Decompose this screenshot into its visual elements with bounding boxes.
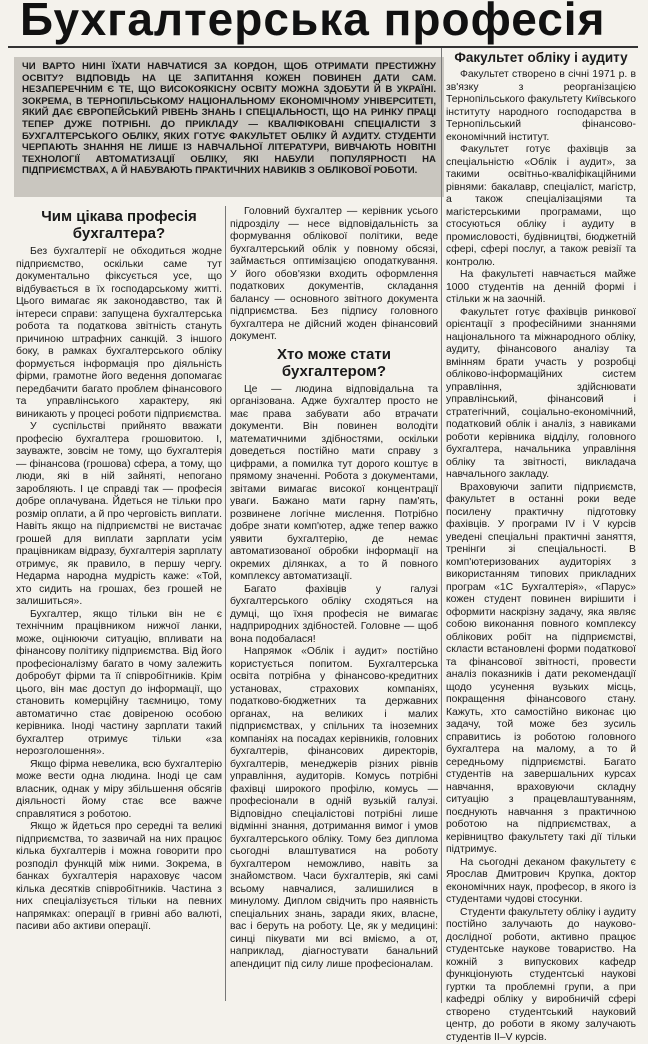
section3-heading: Факультет обліку і аудиту (446, 50, 636, 65)
section1-paragraph-4: Якщо фірма невелика, всю бухгалтерію може вести одна людина. Іноді це сам власник, однак у міру збільшення обсягів діяльності йому стає все важче справлятися з роботою. (16, 759, 222, 822)
article-title: Бухгалтерська професія (20, 0, 620, 46)
section1-paragraph-3: Бухгалтер, якщо тільки він не є технічним працівником нижчої ланки, може, оцінюючи ситуацію, впливати на фінансову політику підприємства. Від його професіоналізму багато в чому залежить добробут фірми та її співробітників. Крім цього, він має доступ до інформації, що становить комерційну таємницю, тому автоматично стає довіреною особою керівника. Іноді частину зарплати такий бухгалтер отримує тільки «за нерозголошення». (16, 609, 222, 759)
section3-paragraph-6: На сьогодні деканом факультету є Ярослав Дмитрович Крупка, доктор економічних наук, професор, в якого із студентами чудові стосунки. (446, 857, 636, 907)
section2-heading: Хто може стати бухгалтером? (230, 346, 438, 380)
section1-paragraph-6: Головний бухгалтер — керівник усього підрозділу — несе відповідальність за формування облікової політики, веде бухгалтерський облік у повному обсязі, займається оптимізацією оподаткування. У його обов'язки входить оформлення податкових документів, складання балансу — основного звітного документа підприємства. Без підпису головного бухгалтера не дійсний жоден фінансовий документ. (230, 206, 438, 344)
column-left (16, 206, 222, 1006)
section3-paragraph-1: Факультет створено в січні 1971 р. в зв'язку з реорганізацією Тернопільського факультету Київського інституту народного господарства в Тернопільський фінансово-економічний інститут. (446, 69, 636, 144)
section1-paragraph-2: У суспільстві прийнято вважати професію бухгалтера грошовитою. І, зауважте, зовсім не тому, що бухгалтерія — фінансова (грошова) сфера, а тому, що люди, які в ній зайняті, непогано заробляють. І це справді так — професія добре оплачувана. Йдеться не тільки про розмір оплати, а й про черговість виплати. Навіть якщо на підприємстві не вистачає грошей для виплати зарплати усім працівникам відразу, бухгалтерія зарплату отримує, як правило, в першу чергу. Недарма народна мудрість каже: «Той, хто сидить на грошах, без грошей не залишиться». (16, 421, 222, 609)
section3-paragraph-3: На факультеті навчається майже 1000 студентів на денній формі і стільки ж на заочній. (446, 269, 636, 307)
section2-paragraph-3: Напрямок «Облік і аудит» постійно користується попитом. Бухгалтерська освіта потрібна у фінансово-кредитних установах, страхових компаніях, податково-бюджетних та державних органах, на великих і малих підприємствах, у спільних та іноземних компаніях на посадах керівників, головних бухгалтерів, фінансових директорів, бухгалтерів, менеджерів різних рівнів управління, аудиторів. Комусь потрібні фахівці широкого профілю, комусь — професіонали в одній вузькій галузі. Відповідно спеціалістові потрібні лише відмінні знання, дотримання вимог і умов бухгалтерського обліку. Тому без диплома сьогодні влаштуватися на роботу бухгалтером неможливо, навіть за знайомством. Часи бухгалтерів, які самі всьому навчалися, залишилися в минулому. Диплом свідчить про наявність спеціальних знань, заради яких, власне, вас і беруть на роботу. Це, як у медицині: синці пікувати ми всі вміємо, а от, наприклад, діагностувати банальний апендицит під силу лише професіоналам. (230, 646, 438, 971)
section2-paragraph-1: Це — людина відповідальна та організована. Адже бухгалтер просто не має права забувати або втрачати документи. Він повинен володіти математичними здібностями, оскільки доведеться постійно мати справу з цифрами, а помилка тут дорого коштує в прямому значенні. Робота з документами, звітами вимагає високої концентрації уваги. Бажано мати гарну пам'ять, розвинене логічне мислення. Потрібно добре знати комп'ютер, адже тепер важко уявити бухгалтерію, де немає автоматизованої обробки інформації на окремих ділянках, а то й повного комплексу автоматизації. (230, 384, 438, 584)
section3-paragraph-5: Враховуючи запити підприємств, факультет в останні роки веде посилену практичну підготовку фахівців. У програми IV і V курсів уведені спеціальні практичні заняття, тренінги зі спеціальності. В комп'ютеризованих аудиторіях з використанням типових прикладних програм «1С Бухгалтерія», «Парус» кожен студент повинен вирішити і оформити наскрізну задачу, яка являє собою виконання повного комплексу облікових робіт на підприємстві, скласти встановлені форми податкової та фінансової звітності, провести аналіз показників і дати рекомендації щодо усунення вузьких місць, покращення фінансового стану. Кажуть, хто самостійно виконає цю задачу, той може без зусиль справитись із роботою головного бухгалтера на малому, а то й середньому підприємстві. Багато студентів на завершальних курсах навчання, враховуючи складну ситуацію з працевлаштуванням, поєднують навчання з практичною роботою на підприємствах, а керівництво факультету такі дії тільки підтримує. (446, 482, 636, 857)
article-intro: ЧИ ВАРТО НИНІ ЇХАТИ НАВЧАТИСЯ ЗА КОРДОН, ЩОБ ОТРИМАТИ ПРЕСТИЖНУ ОСВІТУ? ВІДПОВІДЬ НА ЦЕ ЗАПИТАННЯ КОЖЕН ПОВИНЕН ДАТИ САМ. НЕЗАПЕРЕЧНИМ Є ТЕ, ЩО ВИСОКОЯКІСНУ ОСВІТУ МОЖНА ЗДОБУТИ Й В УКРАЇНІ. ЗОКРЕМА, В ТЕРНОПІЛЬСЬКОМУ НАЦІОНАЛЬНОМУ ЕКОНОМІЧНОМУ УНІВЕРСИТЕТІ, ЯКИЙ ДАЄ ЄВРОПЕЙСЬКИЙ РІВЕНЬ ЗНАНЬ І СПЕЦІАЛЬНОСТІ, ЩО НА РИНКУ ПРАЦІ ТЕПЕР ДУЖЕ ПОТРІБНІ. ДО ПРИКЛАДУ — КВАЛІФІКОВАНІ СПЕЦІАЛІСТИ З БУХГАЛТЕРСЬКОГО ОБЛІКУ, ЯКИХ ГОТУЄ ФАКУЛЬТЕТ ОБЛІКУ Й АУДИТУ. СТУДЕНТИ ЧЕРПАЮТЬ ЗНАННЯ НЕ ЛИШЕ ІЗ НАВЧАЛЬНОЇ ЛІТЕРАТУРИ, ВИВЧАЮТЬ НОВІТНІ ТЕХНОЛОГІЇ АВТОМАТИЗАЦІЇ ОБЛІКУ, ЯКІ НАБУЛИ ПОПУЛЯРНОСТІ НА ПІДПРИЄМСТВАХ, А Й НАБУВАЮТЬ ПРАКТИЧНИХ НАВИКІВ З ОБЛІКОВОЇ РОБОТИ. (14, 57, 444, 197)
section3-paragraph-4: Факультет готує фахівців ринкової орієнтації з професійними знаннями національного та міжнародного обліку, аудиту, фінансового аналізу та вмінням брати участь у розробці обліково-інформаційних систем управління, здійснювати управлінський, фінансовий і стратегічний, соціально-економічний, податковий облік і аналіз, з навиками роботи керівника відділу, головного бухгалтера, начальника управління обліку та звітності, викладача навчального закладу. (446, 307, 636, 482)
section3-paragraph-2: Факультет готує фахівців за спеціальністю «Облік і аудит», за такими освітньо-кваліфікаційними рівнями: бакалавр, спеціаліст, магістр, а також спеціалізаціями та магістерськими програмами, що стосуються обліку і аудиту в промисловості, будівництві, бюджетній сфері, сфері послуг, а також ревізії та контролю. (446, 144, 636, 269)
section1-heading: Чим цікава професія бухгалтера? (16, 208, 222, 242)
column-middle (230, 206, 438, 1006)
section2-paragraph-2: Багато фахівців у галузі бухгалтерського обліку сходяться на думці, що їхня професія не вимагає надприродних здібностей. Головне — щоб вона подобалася! (230, 584, 438, 647)
column-right (446, 48, 636, 1008)
section1-paragraph-5: Якщо ж йдеться про середні та великі підприємства, то зазвичай на них працює кілька бухгалтерів і можна говорити про розподіл функцій між ними. Зокрема, в банках бухгалтерія нараховує часом кілька десятків співробітників. Частина з них спеціалізується тільки на певних напрямках: операції в гривні або валюті, пасиви або активи операції. (16, 821, 222, 934)
column-divider (441, 48, 442, 1003)
column-divider (225, 206, 226, 1001)
section3-paragraph-7: Студенти факультету обліку і аудиту постійно залучають до науково-дослідної роботи, активно працює студентське наукове товариство. На кожній з випускових кафедр функціонують студентські наукові гуртки та проблемні групи, а при кафедрі обліку у виробничій сфері створено студентський науковий центр, до роботи в якому залучають студентів II–V курсів. (446, 907, 636, 1044)
section1-paragraph-1: Без бухгалтерії не обходиться жодне підприємство, оскільки саме тут документально фіксується усе, що відбувається в їх господарському житті. Цього вимагає як законодавство, так й інтереси справи: запущена бухгалтерська робота та податкова звітність стануть причиною штрафних санкцій. З іншого боку, в рамках бухгалтерського обліку формується інформація про діяльність фірми, грамотне його ведення допомагає передбачити багато проблем фінансового та управлінського характеру, які виникають у процесі роботи підприємства. (16, 246, 222, 421)
